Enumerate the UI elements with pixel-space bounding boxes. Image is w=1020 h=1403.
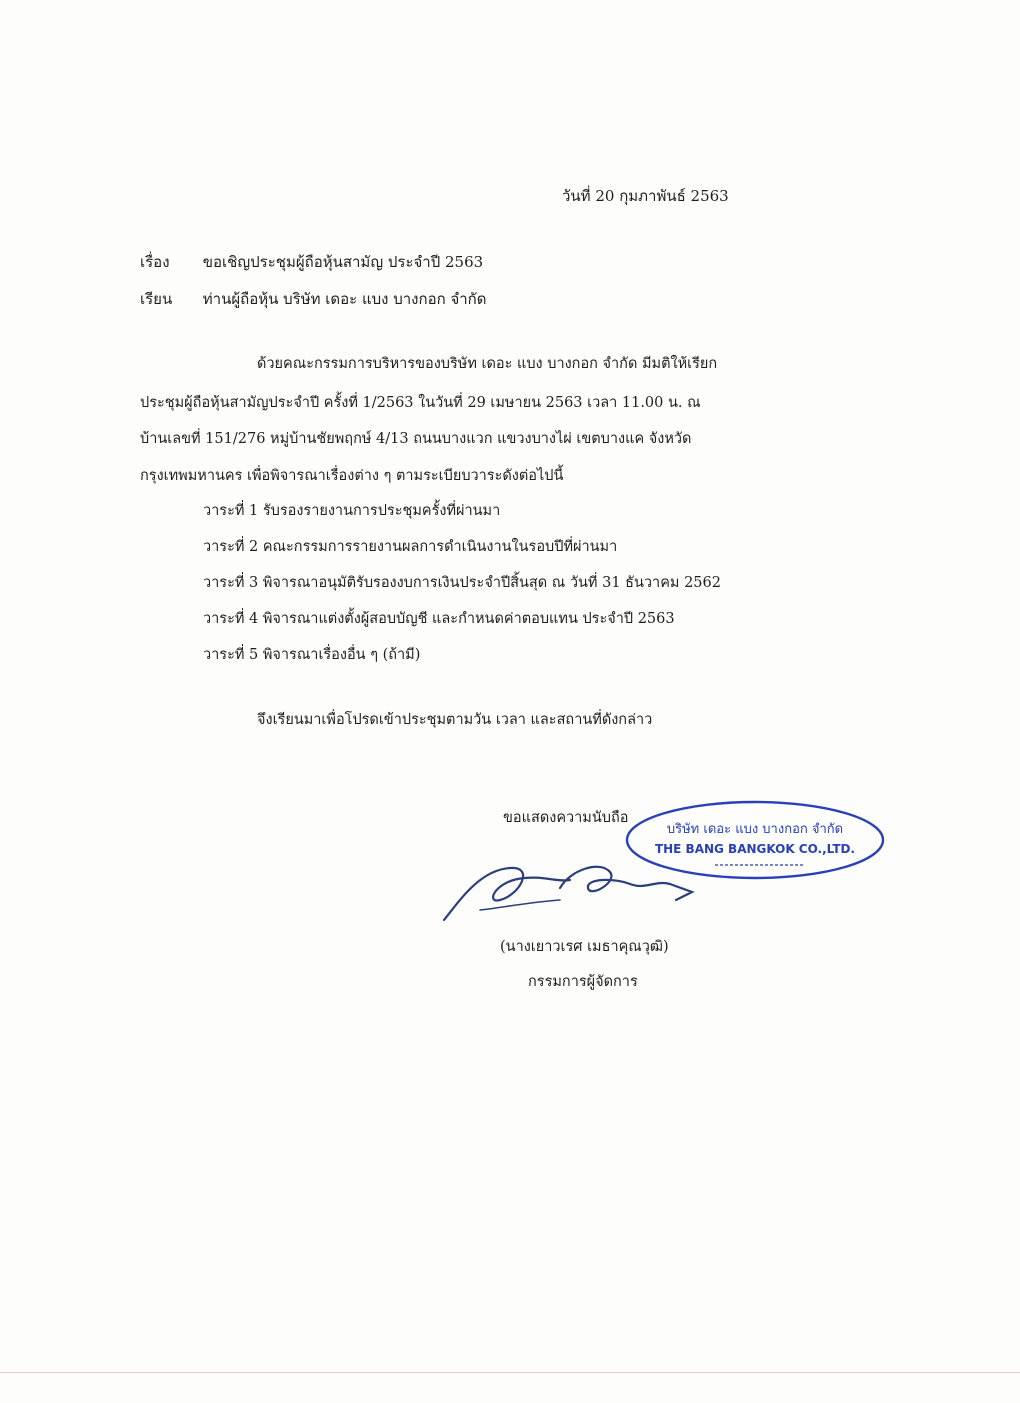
body-line: ด้วยคณะกรรมการบริหารของบริษัท เดอะ แบง บางกอก จำกัด มีมติให้เรียก	[257, 356, 718, 372]
subject-label: เรื่อง	[140, 253, 170, 271]
agenda-item: วาระที่ 1 รับรองรายงานการประชุมครั้งที่ผ่านมา	[203, 503, 501, 519]
subject-text: ขอเชิญประชุมผู้ถือหุ้นสามัญ ประจำปี 2563	[202, 253, 484, 271]
signer-name: (นางเยาวเรศ เมธาคุณวุฒิ)	[500, 939, 669, 955]
closing-text: จึงเรียนมาเพื่อโปรดเข้าประชุมตามวัน เวลา และสถานที่ดังกล่าว	[257, 712, 653, 728]
body-line: บ้านเลขที่ 151/276 หมู่บ้านชัยพฤกษ์ 4/13 ถนนบางแวก แขวงบางไผ่ เขตบางแค จังหวัด	[140, 431, 692, 447]
recipient-row	[140, 287, 487, 311]
recipient-text: ท่านผู้ถือหุ้น บริษัท เดอะ แบง บางกอก จำกัด	[202, 290, 487, 308]
letter-date: วันที่ 20 กุมภาพันธ์ 2563	[562, 187, 729, 205]
company-stamp	[620, 795, 890, 885]
agenda-item: วาระที่ 5 พิจารณาเรื่องอื่น ๆ (ถ้ามี)	[203, 647, 421, 663]
agenda-item: วาระที่ 2 คณะกรรมการรายงานผลการดำเนินงานในรอบปีที่ผ่านมา	[203, 539, 618, 555]
stamp-thai-name: บริษัท เดอะ แบง บางกอก จำกัด	[666, 822, 844, 837]
signer-position: กรรมการผู้จัดการ	[528, 974, 638, 990]
regards-text: ขอแสดงความนับถือ	[503, 810, 629, 826]
recipient-label: เรียน	[140, 290, 173, 308]
body-line: กรุงเทพมหานคร เพื่อพิจารณาเรื่องต่าง ๆ ตามระเบียบวาระดังต่อไปนี้	[140, 468, 564, 484]
subject-row	[140, 250, 483, 274]
footer-divider	[0, 1372, 1020, 1373]
agenda-item: วาระที่ 3 พิจารณาอนุมัติรับรองงบการเงินประจำปีสิ้นสุด ณ วันที่ 31 ธันวาคม 2562	[203, 575, 721, 591]
agenda-item: วาระที่ 4 พิจารณาแต่งตั้งผู้สอบบัญชี และกำหนดค่าตอบแทน ประจำปี 2563	[203, 611, 675, 627]
body-line: ประชุมผู้ถือหุ้นสามัญประจำปี ครั้งที่ 1/2563 ในวันที่ 29 เมษายน 2563 เวลา 11.00 น. ณ	[140, 395, 701, 411]
stamp-english-name: THE BANG BANGKOK CO.,LTD.	[654, 842, 856, 856]
